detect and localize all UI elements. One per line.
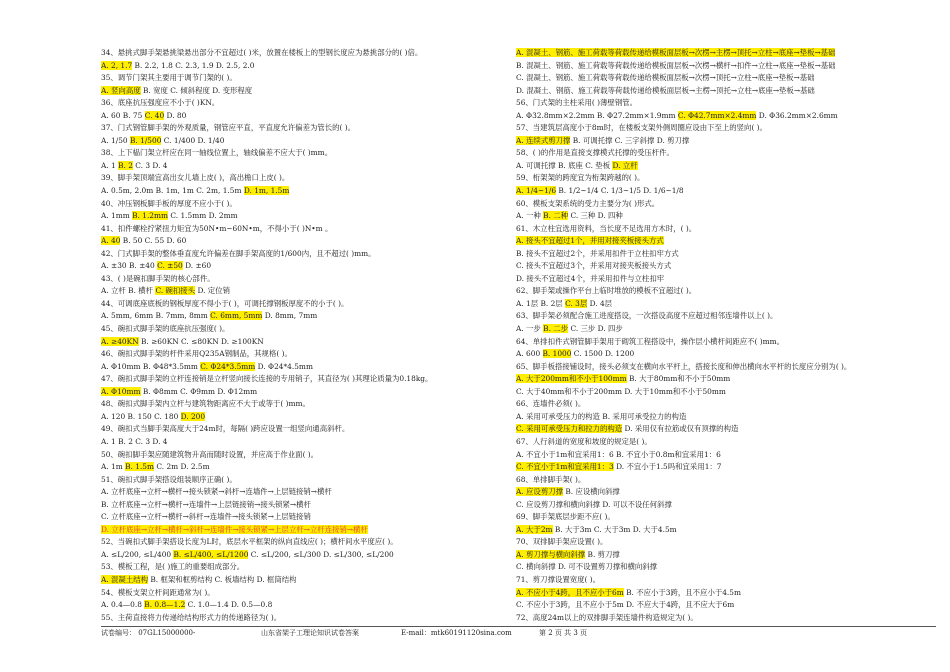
- line-text: 62、脚手架或操作平台上临时堆放的模板不宜超过( )。: [516, 286, 697, 296]
- line-text: 61、木立柱宜选用资料，当长度不足选用方木时，( )。: [516, 223, 697, 233]
- question-line: [101, 135, 506, 148]
- page-footer: [101, 626, 936, 639]
- line-text-rest: B. 50 C. 55 D. 60: [120, 236, 187, 246]
- highlighted-answer: C. 40: [144, 110, 165, 120]
- line-text: A. 1mm: [101, 211, 133, 221]
- highlighted-answer: A. 竖向高度: [101, 85, 141, 95]
- line-text: 55、主荷直接将力传递给结构形式力的传递路径为( )。: [101, 612, 282, 622]
- line-text: A. 1层 B. 2层: [516, 298, 566, 308]
- contact-email: E-mail：mtk60191120sina.com: [401, 629, 512, 637]
- line-text: 65、脚手板搭接铺设时，接头必须支在横向水平杆上，搭接长度和伸出横向水平杆的长度应分别为( )。: [516, 361, 852, 371]
- line-text: D. 混凝土、钢筋、施工荷载等荷载传递给模板面层板→主楞→顶托→立柱→底座→垫板→基础: [516, 85, 815, 95]
- highlighted-answer: C. 3层: [565, 298, 588, 308]
- question-line: [101, 210, 506, 223]
- line-text: B. 接头不宜超过2个，并采用扣件于立柱扣牢方式: [516, 248, 679, 258]
- highlighted-answer: D. 立杆底座→立杆→横杆→斜杆→连墙件→接头锁紧→上层立杆→立杆连接销→横杆: [101, 524, 368, 534]
- question-line: [101, 561, 506, 574]
- question-line: [516, 85, 936, 98]
- line-text: A. 5mm, 6mm B. 7mm, 8mm: [101, 311, 211, 321]
- question-line: [516, 612, 936, 625]
- line-text: 71、剪刀撑设置宽度( )。: [516, 574, 601, 584]
- line-text-rest: D. 采用仅有拉筋或仅有顶撑的构造: [622, 424, 739, 434]
- question-line: [516, 449, 936, 462]
- line-text: 45、碗扣式脚手架的底座抗压强度( )。: [101, 324, 230, 334]
- line-text-rest: C. 三种 D. 四种: [568, 211, 623, 221]
- question-line: [101, 486, 506, 499]
- line-text: 68、单排脚手架( )。: [516, 474, 586, 484]
- question-line: [516, 323, 936, 336]
- highlighted-answer: C. 6mm, 5mm: [210, 311, 263, 321]
- line-text: 51、碗扣式脚手架搭设组装顺序正确( )。: [101, 474, 237, 484]
- question-line: [516, 599, 936, 612]
- question-line: [516, 348, 936, 361]
- question-line: [101, 47, 506, 60]
- line-text-rest: C. 1/400 D. 1/40: [161, 135, 225, 145]
- line-text: B. 混凝土、钢筋、施工荷载等荷载传递给模板面层板→次楞→横杆→扣件→立柱→底座→垫板→基础: [516, 60, 836, 70]
- line-text: A. 1/50: [101, 135, 130, 145]
- line-text: 49、碗扣式当脚手架高度大于24m时，每隔( )跨应设置一组竖向通高斜杆。: [101, 424, 350, 434]
- line-text-rest: B. 不应小于3跨，且不应小于4.5m: [623, 587, 741, 597]
- question-line: [516, 273, 936, 286]
- question-line: [101, 361, 506, 374]
- question-line: [101, 60, 506, 73]
- question-line: [101, 172, 506, 185]
- line-text: C. 不应小于3跨，且不应小于5m D. 不应大于4跨，且不应大于6m: [516, 600, 735, 610]
- line-text: A. 0.4—0.8: [101, 600, 145, 610]
- line-text: 47、碗扣式脚手架的立杆连接销是立杆竖向接长连接的专用销子，其直径为( )其理论质量为0.18kg。: [101, 374, 433, 384]
- question-line: [516, 210, 936, 223]
- question-line: [516, 511, 936, 524]
- line-text: A. 不宜小于1m和宜采用1：6 B. 不宜小于0.8m和宜采用1：6: [516, 449, 721, 459]
- question-line: [516, 411, 936, 424]
- line-text: 52、当碗扣式脚手架搭设长度为L时，底层水平框架的纵向直线应( )；横杆间水平度应( )。: [101, 537, 398, 547]
- question-line: [101, 298, 506, 311]
- question-line: [101, 524, 506, 537]
- line-text: C. 横向斜撑 D. 可不设置剪刀撑和横向斜撑: [516, 562, 658, 572]
- line-text-rest: B. 大于80mm和不小于50mm: [626, 374, 731, 384]
- question-line: [101, 599, 506, 612]
- question-line: [101, 223, 506, 236]
- line-text: 72、高度24m以上的双排脚手架连墙件构造规定为( )。: [516, 612, 698, 622]
- line-text: 36、底座抗压强度应不小于( )KN。: [101, 98, 220, 108]
- line-text: 64、单排扣件式钢管脚手架用于砌筑工程搭设中，操作层小横杆间距应不( )mm。: [516, 336, 785, 346]
- line-text: A. Φ10mm B. Φ48*3.5mm: [101, 361, 201, 371]
- exam-code: 试卷编号： 07GL15000000-: [101, 629, 196, 637]
- question-line: [516, 574, 936, 587]
- line-text: 43、( )是碗扣脚手架的核心部件。: [101, 273, 215, 283]
- line-text: A. 60 B. 75: [101, 110, 145, 120]
- highlighted-answer: A. 混凝土结构: [101, 574, 148, 584]
- question-line: [516, 110, 936, 123]
- line-text: A. 立杆底座→立杆→横杆→接头锁紧→斜杆→连墙件→上层链接销→横杆: [101, 487, 332, 497]
- line-text: C. 混凝土、钢筋、施工荷载等荷载传递给模板面层板→次楞→顶托→立柱→底座→垫板→基础: [516, 73, 815, 83]
- line-text: 53、模板工程，是( )施工的重要组成部分。: [101, 562, 245, 572]
- highlighted-answer: A. 不应小于4跨，且不应小于6m: [516, 587, 624, 597]
- line-text: D. 接头不宜超过4个，并采用扣件与立柱扣牢: [516, 273, 665, 283]
- line-text-rest: B. 可调托撑 C. 三字斜撑 D. 剪刀撑: [570, 135, 690, 145]
- line-text: C. 大于40mm和不小于200mm D. 大于10mm和不小于50mm: [516, 386, 726, 396]
- highlighted-answer: A. 剪刀撑与横向斜撑: [516, 549, 586, 559]
- question-line: [516, 398, 936, 411]
- question-line: [101, 198, 506, 211]
- line-text: A. 立杆 B. 横杆: [101, 286, 156, 296]
- line-text: A. 0.5m, 2.0m B. 1m, 1m C. 2m, 1.5m: [101, 186, 244, 196]
- question-line: [516, 499, 936, 512]
- highlighted-answer: C. 不宜小于1m和宜采用1：3: [516, 462, 614, 472]
- question-line: [101, 260, 506, 273]
- line-text: 59、桁架架的跨度宜为桁架跨越的( )。: [516, 173, 645, 183]
- line-text-rest: C. 三步 D. 四步: [568, 324, 623, 334]
- question-line: [101, 97, 506, 110]
- question-line: [516, 361, 936, 374]
- highlighted-answer: B. 二种: [543, 211, 569, 221]
- highlighted-answer: C. Φ24*3.5mm: [200, 361, 256, 371]
- line-text: 40、冲压钢板脚手板的厚度不应小于( )。: [101, 198, 237, 208]
- question-line: [101, 612, 506, 625]
- highlighted-answer: A. 连续式剪刀撑: [516, 135, 571, 145]
- highlighted-answer: A. 2, 1.7: [101, 60, 133, 70]
- highlighted-answer: B. 0.8—1.2: [144, 600, 186, 610]
- line-text-rest: D. 定位销: [195, 286, 230, 296]
- highlighted-answer: A. ≥40KN: [101, 336, 139, 346]
- line-text: 39、脚手架顶端宜高出女儿墙上皮( )，高出檐口上皮( )。: [101, 173, 290, 183]
- question-line: [516, 172, 936, 185]
- line-text: 63、脚手架必须配合施工进度搭设，一次搭设高度不应超过相邻连墙件以上( )。: [516, 311, 778, 321]
- question-line: [516, 122, 936, 135]
- question-line: [101, 423, 506, 436]
- line-text-rest: C. 1.5mm D. 2mm: [168, 211, 238, 221]
- question-line: [101, 185, 506, 198]
- question-line: [101, 474, 506, 487]
- line-text: A. 120 B. 150 C. 180: [101, 411, 181, 421]
- highlighted-answer: A. 接头不宜超过1个，并用对接夹板接头方式: [516, 236, 664, 246]
- line-text: 69、脚手架底层步距不应( )。: [516, 512, 615, 522]
- question-line: [516, 587, 936, 600]
- line-text-rest: B. ≥60KN C. ≤80KN D. ≥100KN: [138, 336, 264, 346]
- question-line: [516, 486, 936, 499]
- line-text-rest: D. 80: [164, 110, 187, 120]
- question-line: [101, 147, 506, 160]
- line-text: A. 一种: [516, 211, 544, 221]
- question-line: [516, 524, 936, 537]
- line-text-rest: C. 3 D. 4: [132, 160, 168, 170]
- question-line: [101, 587, 506, 600]
- line-text: A. 可调托撑 B. 底座 C. 垫板: [516, 160, 613, 170]
- question-line: [101, 499, 506, 512]
- line-text: 58、( )的作用是直接支撑模式托撑的受压杆件。: [516, 148, 674, 158]
- line-text-rest: D. Φ36.2mm×2.6mm: [756, 110, 838, 120]
- line-text: A. Φ32.8mm×2.2mm B. Φ27.2mm×1.9mm: [516, 110, 678, 120]
- question-line: [516, 310, 936, 323]
- highlighted-answer: B. 1/500: [129, 135, 162, 145]
- line-text: 60、模板支架系统的受力主要分为( )形式。: [516, 198, 660, 208]
- question-line: [516, 423, 936, 436]
- question-line: [516, 198, 936, 211]
- highlighted-answer: D. 200: [180, 411, 206, 421]
- question-line: [516, 474, 936, 487]
- line-text: B. 立杆底座→立杆→横杆→连墙件→上层链接销→接头锁紧→横杆: [101, 499, 311, 509]
- exam-title: 山东省架子工理论知识试卷答案: [261, 629, 359, 637]
- highlighted-answer: D. 立杆: [612, 160, 638, 170]
- line-text: 67、人行斜道的宽度和坡度的规定是( )。: [516, 436, 652, 446]
- question-line: [101, 160, 506, 173]
- page-number: 第 2 页 共 3 页: [539, 629, 588, 637]
- question-line: [516, 260, 936, 273]
- line-text: A. 1 B. 2 C. 3 D. 4: [101, 436, 168, 446]
- question-line: [101, 85, 506, 98]
- line-text: A. 一步: [516, 324, 544, 334]
- line-text: A. 1: [101, 160, 119, 170]
- highlighted-answer: A. 1/4~1/6: [516, 186, 557, 196]
- question-line: [516, 373, 936, 386]
- line-text: 50、碗扣脚手架应随建筑物升高而随时设置，并应高于作业面( )。: [101, 449, 319, 459]
- highlighted-answer: C. Φ42.7mm×2.4mm: [677, 110, 757, 120]
- question-line: [516, 223, 936, 236]
- question-line: [516, 60, 936, 73]
- question-line: [101, 285, 506, 298]
- question-line: [516, 436, 936, 449]
- question-line: [516, 461, 936, 474]
- line-text-rest: B. 框架和框剪结构 C. 板墙结构 D. 框筒结构: [148, 574, 297, 584]
- question-line: [101, 72, 506, 85]
- question-line: [516, 185, 936, 198]
- line-text-rest: B. 大于3m C. 大于3m D. 大于4.5m: [552, 524, 677, 534]
- question-line: [101, 235, 506, 248]
- question-line: [101, 511, 506, 524]
- question-line: [101, 373, 506, 386]
- line-text-rest: C. 1.0—1.4 D. 0.5—0.8: [185, 600, 273, 610]
- question-line: [101, 248, 506, 261]
- highlighted-answer: D. 1m, 1.5m: [243, 186, 290, 196]
- line-text: 56、门式架的主柱采用( )薄壁钢管。: [516, 98, 637, 108]
- highlighted-answer: B. 2: [118, 160, 133, 170]
- question-line: [101, 574, 506, 587]
- question-line: [516, 147, 936, 160]
- highlighted-answer: B. 二步: [543, 324, 569, 334]
- line-text: 35、调节门架其主要用于调节门架的( )。: [101, 73, 237, 83]
- line-text: A. ±30 B. ±40: [101, 261, 158, 271]
- line-text: 44、可调底座底板的钢板厚度不得小于( )，可调托撑钢板厚度不的小于( )。: [101, 298, 349, 308]
- question-line: [101, 461, 506, 474]
- question-line: [516, 285, 936, 298]
- line-text: 48、碗扣式脚手架内立杆与建筑物距离应不大于或等于( )mm。: [101, 399, 310, 409]
- highlighted-answer: B. 1000: [542, 349, 572, 359]
- line-text-rest: D. 8mm, 7mm: [262, 311, 318, 321]
- highlighted-answer: C. 采用可承受压力和拉力的构造: [516, 424, 623, 434]
- highlighted-answer: A. 混凝土、钢筋、施工荷载等荷载传递给模板面层板→次楞→主楞→顶托→立柱→底座→垫板→基础: [516, 48, 836, 57]
- question-line: [516, 386, 936, 399]
- line-text: 42、门式脚手架的整体垂直度允许偏差在脚手架高度的1/600内，且不超过( )mm。: [101, 248, 376, 258]
- question-line: [516, 549, 936, 562]
- line-text-rest: B. 1/2~1/4 C. 1/3~1/5 D. 1/6~1/8: [556, 186, 684, 196]
- line-text: 37、门式钢管脚手架的外观质量，钢管应平直，平直度允许偏差为管长的( )。: [101, 123, 356, 133]
- line-text-rest: B. Φ8mm C. Φ9mm D. Φ12mm: [140, 386, 258, 396]
- question-line: [101, 386, 506, 399]
- question-line: [101, 398, 506, 411]
- line-text: 70、双排脚手架应设置( )。: [516, 537, 608, 547]
- question-line: [516, 561, 936, 574]
- line-text-rest: D. 不宜小于1.5吗和宜采用1：7: [613, 462, 722, 472]
- line-text-rest: B. 剪刀撑: [585, 549, 620, 559]
- question-line: [101, 411, 506, 424]
- highlighted-answer: A. 大于200mm和不小于100mm: [516, 374, 627, 384]
- line-text: C. 应设剪刀撑和横向斜撑 D. 可以不设任何斜撑: [516, 499, 672, 509]
- line-text: 57、当建筑层高度小于8m时，在楼板支架外侧周圈应设由下至上的竖向( )。: [516, 123, 767, 133]
- question-line: [516, 97, 936, 110]
- line-text-rest: C. 2m D. 2.5m: [154, 462, 210, 472]
- question-line: [101, 449, 506, 462]
- question-line: [101, 336, 506, 349]
- line-text: A. 采用可承受压力的构造 B. 采用可承受拉力的构造: [516, 411, 687, 421]
- highlighted-answer: A. 大于2m: [516, 524, 553, 534]
- question-line: [516, 298, 936, 311]
- question-line: [101, 436, 506, 449]
- question-line: [101, 110, 506, 123]
- line-text: A. 600: [516, 349, 543, 359]
- highlighted-answer: C. 碗扣接头: [155, 286, 196, 296]
- question-line: [101, 549, 506, 562]
- question-line: [101, 122, 506, 135]
- question-column-left: [101, 47, 506, 624]
- question-column-right: [516, 47, 936, 624]
- line-text: 54、模板支架立杆间距通常为( )。: [101, 587, 215, 597]
- line-text: 34、悬挑式脚手架悬挑梁悬出部分不宜超过( )米，放置在楼板上的型钢长度应为悬挑部分的( )倍。: [101, 48, 423, 57]
- question-line: [516, 47, 936, 60]
- question-line: [516, 235, 936, 248]
- question-line: [101, 348, 506, 361]
- line-text: 41、扣件螺栓拧紧扭力矩宜为50N•m~60N•m，不得小于( )N•m 。: [101, 223, 333, 233]
- line-text: C. 立杆底座→立杆→横杆→斜杆→连墙件→接头锁紧→上层链接销: [101, 512, 311, 522]
- line-text-rest: B. 宽度 C. 倾斜程度 D. 变形程度: [140, 85, 253, 95]
- line-text: C. 接头不宜超过3个，并采用对接夹板接头方式: [516, 261, 672, 271]
- question-line: [516, 160, 936, 173]
- line-text-rest: D. 4层: [587, 298, 613, 308]
- highlighted-answer: B. 1.2mm: [132, 211, 169, 221]
- question-line: [516, 72, 936, 85]
- line-text: A. ≤L/200, ≤L/400: [101, 549, 174, 559]
- line-text-rest: C. ≤L/200, ≤L/300 D. ≤L/300, ≤L/200: [248, 549, 394, 559]
- question-line: [516, 336, 936, 349]
- line-text-rest: B. 应设横向斜撑: [563, 487, 620, 497]
- line-text-rest: D. Φ24*4.5mm: [255, 361, 313, 371]
- highlighted-answer: A. Φ10mm: [101, 386, 141, 396]
- line-text-rest: D. ±60: [182, 261, 212, 271]
- question-line: [101, 536, 506, 549]
- question-line: [516, 248, 936, 261]
- line-text-rest: C. 1500 D. 1200: [571, 349, 635, 359]
- line-text: A. 1m: [101, 462, 126, 472]
- highlighted-answer: A. 应设剪刀撑: [516, 487, 563, 497]
- question-line: [516, 135, 936, 148]
- question-line: [101, 323, 506, 336]
- line-text: 38、上下榀门架立杆应在同一轴线位置上，轴线偏差不应大于( )mm。: [101, 148, 333, 158]
- highlighted-answer: B. ≤L/400, ≤L/1200: [173, 549, 249, 559]
- highlighted-answer: C. ±50: [157, 261, 183, 271]
- question-line: [101, 310, 506, 323]
- highlighted-answer: B. 1.5m: [125, 462, 155, 472]
- question-line: [516, 536, 936, 549]
- highlighted-answer: A. 40: [101, 236, 121, 246]
- line-text: 46、碗扣式脚手架的杆件采用Q235A钢制品，其规格( )。: [101, 349, 292, 359]
- question-line: [101, 273, 506, 286]
- line-text-rest: B. 2.2, 1.8 C. 2.3, 1.9 D. 2.5, 2.0: [132, 60, 255, 70]
- line-text: 66、连墙件必须( )。: [516, 399, 586, 409]
